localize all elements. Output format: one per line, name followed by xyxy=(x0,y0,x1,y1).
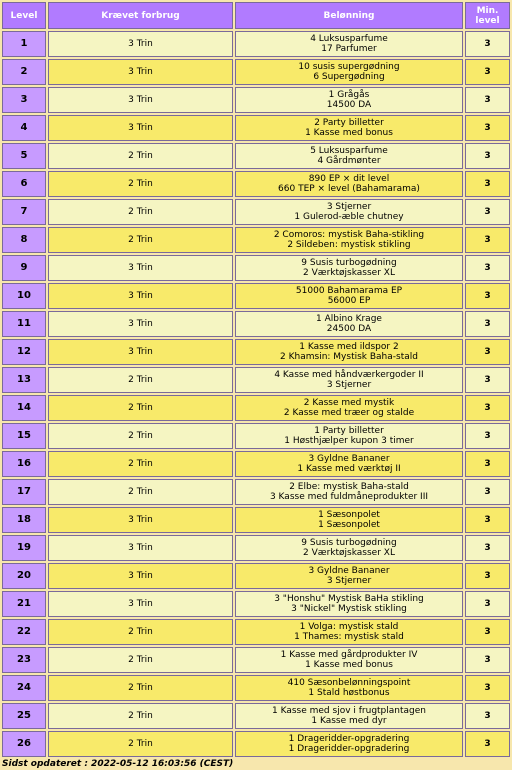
min-level-cell: 3 xyxy=(465,31,510,57)
level-cell: 21 xyxy=(2,591,46,617)
table-row xyxy=(2,255,510,281)
min-level-cell: 3 xyxy=(465,199,510,225)
required-cell: 3 Trin xyxy=(48,283,233,309)
min-level-cell: 3 xyxy=(465,507,510,533)
table-row xyxy=(2,143,510,169)
required-cell: 2 Trin xyxy=(48,479,233,505)
reward-line: 1 Party billetter xyxy=(314,426,384,436)
level-cell: 9 xyxy=(2,255,46,281)
reward-line: 410 Sæsonbelønningspoint xyxy=(287,678,411,688)
level-cell: 19 xyxy=(2,535,46,561)
reward-line: 3 Stjerner xyxy=(326,380,372,390)
reward-cell xyxy=(235,87,463,113)
reward-line: 2 Party billetter xyxy=(314,118,384,128)
table-row xyxy=(2,423,510,449)
reward-line: 3 Kasse med fuldmåneprodukter III xyxy=(269,492,429,502)
reward-line: 1 Kasse med sjov i frugtplantagen xyxy=(272,706,426,716)
reward-line: 5 Luksusparfume xyxy=(310,146,388,156)
reward-line: 3 Gyldne Bananer xyxy=(308,566,390,576)
level-cell: 3 xyxy=(2,87,46,113)
reward-line: 3 Stjerner xyxy=(326,202,372,212)
level-cell: 14 xyxy=(2,395,46,421)
reward-cell xyxy=(235,171,463,197)
required-cell: 2 Trin xyxy=(48,423,233,449)
reward-line: 2 Kasse med træer og stalde xyxy=(283,408,415,418)
level-cell: 18 xyxy=(2,507,46,533)
reward-cell xyxy=(235,535,463,561)
level-cell: 17 xyxy=(2,479,46,505)
required-cell: 2 Trin xyxy=(48,619,233,645)
level-cell: 4 xyxy=(2,115,46,141)
required-cell: 2 Trin xyxy=(48,143,233,169)
min-level-cell: 3 xyxy=(465,171,510,197)
level-cell: 22 xyxy=(2,619,46,645)
reward-cell xyxy=(235,591,463,617)
min-level-cell: 3 xyxy=(465,647,510,673)
reward-line: 1 Kasse med dyr xyxy=(311,716,387,726)
reward-line: 2 Comoros: mystisk Baha-stikling xyxy=(273,230,425,240)
min-level-cell: 3 xyxy=(465,115,510,141)
reward-line: 1 Kasse med bonus xyxy=(305,128,393,138)
reward-line: 2 Elbe: mystisk Baha-stald xyxy=(289,482,409,492)
reward-cell xyxy=(235,395,463,421)
reward-line: 2 Kasse med mystik xyxy=(303,398,395,408)
table-row xyxy=(2,339,510,365)
reward-line: 1 Kasse med bonus xyxy=(305,660,393,670)
reward-cell xyxy=(235,507,463,533)
reward-line: 1 Drageridder-opgradering xyxy=(288,734,410,744)
min-level-cell: 3 xyxy=(465,675,510,701)
reward-line: 10 susis supergødning xyxy=(298,62,400,72)
reward-line: 1 Drageridder-opgradering xyxy=(288,744,410,754)
table-row xyxy=(2,451,510,477)
min-level-cell: 3 xyxy=(465,143,510,169)
table-row xyxy=(2,507,510,533)
table-row xyxy=(2,367,510,393)
min-level-cell: 3 xyxy=(465,703,510,729)
header-row xyxy=(2,2,510,29)
reward-line: 1 Kasse med ildspor 2 xyxy=(299,342,399,352)
required-cell: 2 Trin xyxy=(48,171,233,197)
min-level-cell: 3 xyxy=(465,367,510,393)
min-level-cell: 3 xyxy=(465,395,510,421)
min-level-cell: 3 xyxy=(465,59,510,85)
min-level-cell: 3 xyxy=(465,423,510,449)
reward-line: 1 Høsthjælper kupon 3 timer xyxy=(284,436,414,446)
table-row xyxy=(2,227,510,253)
required-cell: 3 Trin xyxy=(48,563,233,589)
reward-cell xyxy=(235,255,463,281)
min-level-cell: 3 xyxy=(465,87,510,113)
header-reward: Belønning xyxy=(235,2,463,29)
required-cell: 3 Trin xyxy=(48,339,233,365)
reward-cell xyxy=(235,703,463,729)
required-cell: 2 Trin xyxy=(48,703,233,729)
min-level-cell: 3 xyxy=(465,619,510,645)
reward-line: 9 Susis turbogødning xyxy=(301,538,397,548)
table-row xyxy=(2,311,510,337)
reward-line: 3 Stjerner xyxy=(326,576,372,586)
min-level-cell: 3 xyxy=(465,731,510,757)
required-cell: 2 Trin xyxy=(48,647,233,673)
level-cell: 23 xyxy=(2,647,46,673)
min-level-cell: 3 xyxy=(465,591,510,617)
header-level: Level xyxy=(2,2,46,29)
level-cell: 16 xyxy=(2,451,46,477)
required-cell: 3 Trin xyxy=(48,31,233,57)
level-cell: 25 xyxy=(2,703,46,729)
required-cell: 2 Trin xyxy=(48,227,233,253)
table-row xyxy=(2,87,510,113)
reward-cell xyxy=(235,367,463,393)
table-row xyxy=(2,395,510,421)
level-cell: 6 xyxy=(2,171,46,197)
reward-cell xyxy=(235,311,463,337)
table-row xyxy=(2,283,510,309)
table-row xyxy=(2,535,510,561)
level-cell: 10 xyxy=(2,283,46,309)
reward-line: 1 Kasse med værktøj II xyxy=(297,464,401,474)
reward-line: 1 Kasse med gårdprodukter IV xyxy=(280,650,418,660)
reward-line: 14500 DA xyxy=(326,100,372,110)
required-cell: 3 Trin xyxy=(48,87,233,113)
min-level-cell: 3 xyxy=(465,227,510,253)
table-row xyxy=(2,171,510,197)
reward-line: 4 Luksusparfume xyxy=(310,34,388,44)
reward-line: 56000 EP xyxy=(327,296,371,306)
reward-line: 2 Værktøjskasser XL xyxy=(303,548,395,558)
reward-line: 1 Grågås xyxy=(328,90,370,100)
reward-cell xyxy=(235,59,463,85)
reward-line: 1 Sæsonpolet xyxy=(318,510,380,520)
min-level-cell: 3 xyxy=(465,451,510,477)
table-row xyxy=(2,479,510,505)
required-cell: 2 Trin xyxy=(48,675,233,701)
level-cell: 8 xyxy=(2,227,46,253)
reward-line: 4 Kasse med håndværkergoder II xyxy=(274,370,424,380)
reward-line: 1 Gulerod-æble chutney xyxy=(294,212,404,222)
min-level-cell: 3 xyxy=(465,283,510,309)
reward-line: 1 Stald høstbonus xyxy=(308,688,390,698)
level-cell: 20 xyxy=(2,563,46,589)
min-level-cell: 3 xyxy=(465,255,510,281)
reward-line: 6 Supergødning xyxy=(313,72,385,82)
table-row xyxy=(2,59,510,85)
reward-line: 1 Volga: mystisk stald xyxy=(299,622,399,632)
required-cell: 3 Trin xyxy=(48,535,233,561)
table-row xyxy=(2,675,510,701)
required-cell: 3 Trin xyxy=(48,507,233,533)
reward-line: 9 Susis turbogødning xyxy=(301,258,397,268)
level-cell: 5 xyxy=(2,143,46,169)
reward-line: 1 Albino Krage xyxy=(316,314,382,324)
reward-cell xyxy=(235,731,463,757)
reward-cell xyxy=(235,283,463,309)
reward-cell xyxy=(235,479,463,505)
table-row xyxy=(2,199,510,225)
required-cell: 2 Trin xyxy=(48,367,233,393)
level-cell: 24 xyxy=(2,675,46,701)
reward-cell xyxy=(235,451,463,477)
reward-line: 17 Parfumer xyxy=(321,44,377,54)
last-updated: Sidst opdateret : 2022-05-12 16:03:56 (CEST) xyxy=(2,759,234,769)
min-level-cell: 3 xyxy=(465,479,510,505)
required-cell: 3 Trin xyxy=(48,311,233,337)
reward-line: 4 Gårdmønter xyxy=(317,156,381,166)
level-cell: 26 xyxy=(2,731,46,757)
min-level-cell: 3 xyxy=(465,563,510,589)
level-cell: 1 xyxy=(2,31,46,57)
header-min-level: Min. level xyxy=(465,2,510,29)
reward-cell xyxy=(235,619,463,645)
table-row xyxy=(2,591,510,617)
reward-line: 1 Thames: mystisk stald xyxy=(294,632,404,642)
level-cell: 2 xyxy=(2,59,46,85)
required-cell: 3 Trin xyxy=(48,59,233,85)
table-row xyxy=(2,731,510,757)
reward-cell xyxy=(235,423,463,449)
required-cell: 2 Trin xyxy=(48,395,233,421)
required-cell: 2 Trin xyxy=(48,199,233,225)
reward-cell xyxy=(235,339,463,365)
reward-cell xyxy=(235,675,463,701)
reward-line: 660 TEP × level (Bahamarama) xyxy=(278,184,420,194)
required-cell: 2 Trin xyxy=(48,731,233,757)
table-row xyxy=(2,115,510,141)
level-cell: 15 xyxy=(2,423,46,449)
reward-line: 3 "Honshu" Mystisk BaHa stikling xyxy=(274,594,424,604)
min-level-cell: 3 xyxy=(465,535,510,561)
level-cell: 12 xyxy=(2,339,46,365)
table-row xyxy=(2,563,510,589)
min-level-cell: 3 xyxy=(465,339,510,365)
required-cell: 3 Trin xyxy=(48,115,233,141)
table-row xyxy=(2,31,510,57)
table-row xyxy=(2,647,510,673)
reward-line: 2 Khamsin: Mystisk Baha-stald xyxy=(280,352,418,362)
level-cell: 7 xyxy=(2,199,46,225)
reward-cell xyxy=(235,563,463,589)
reward-cell xyxy=(235,647,463,673)
reward-line: 1 Sæsonpolet xyxy=(318,520,380,530)
reward-cell xyxy=(235,199,463,225)
required-cell: 2 Trin xyxy=(48,451,233,477)
reward-line: 3 "Nickel" Mystisk stikling xyxy=(291,604,407,614)
reward-cell xyxy=(235,227,463,253)
level-cell: 11 xyxy=(2,311,46,337)
reward-cell xyxy=(235,115,463,141)
reward-line: 3 Gyldne Bananer xyxy=(308,454,390,464)
level-cell: 13 xyxy=(2,367,46,393)
reward-cell xyxy=(235,31,463,57)
reward-cell xyxy=(235,143,463,169)
reward-line: 51000 Bahamarama EP xyxy=(295,286,403,296)
table-row xyxy=(2,619,510,645)
header-required: Krævet forbrug xyxy=(48,2,233,29)
required-cell: 3 Trin xyxy=(48,255,233,281)
min-level-cell: 3 xyxy=(465,311,510,337)
reward-line: 2 Værktøjskasser XL xyxy=(303,268,395,278)
reward-line: 890 EP × dit level xyxy=(308,174,390,184)
required-cell: 3 Trin xyxy=(48,591,233,617)
table-row xyxy=(2,703,510,729)
reward-line: 24500 DA xyxy=(326,324,372,334)
reward-line: 2 Sildeben: mystisk stikling xyxy=(287,240,411,250)
